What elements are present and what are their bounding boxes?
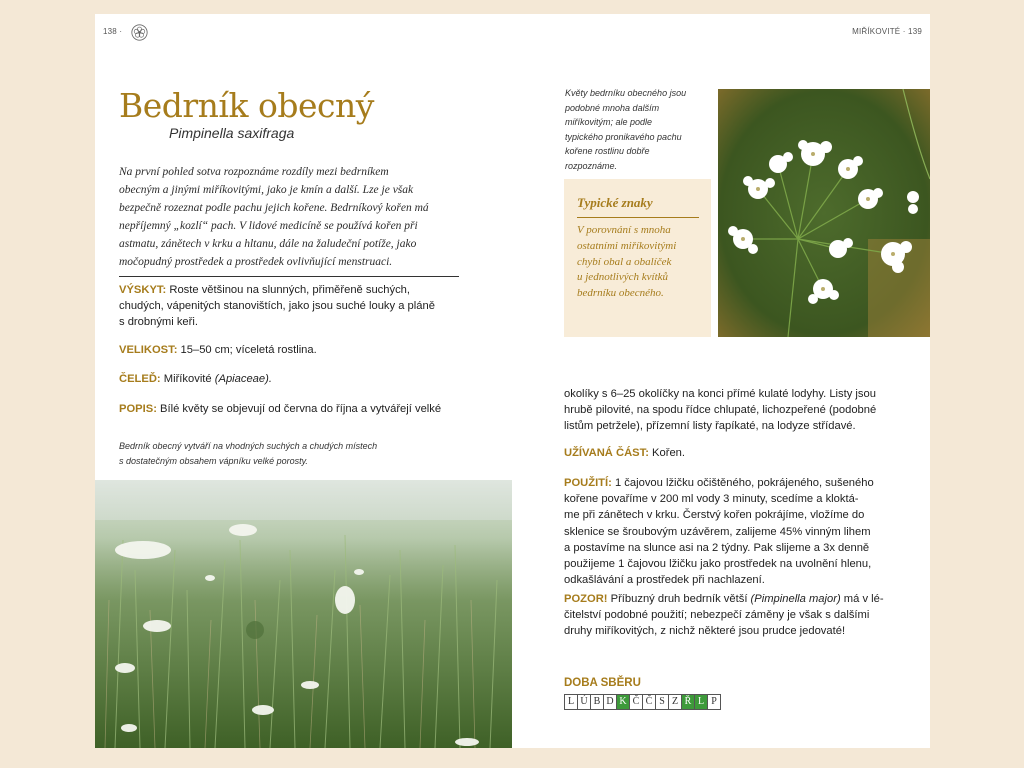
caption-line: miříkovitým; ale podle: [565, 117, 653, 127]
flower-icon: [131, 24, 148, 41]
month-cell: Č: [629, 694, 643, 710]
caption-line: s dostatečným obsahem vápníku velké porosty.: [119, 455, 308, 466]
usage-text: 1 čajovou lžičku očištěného, pokrájeného, sušeného: [611, 477, 874, 489]
description-line: listům petržele), přízemní listy řapíkaté, na lodyze střídavé.: [564, 420, 856, 433]
usage-text: kořene povaříme v 200 ml vody 3 minuty, scedíme a kloktá-: [564, 493, 859, 506]
caption-line: typického pronikavého pachu: [565, 131, 682, 142]
warning-text: čitelství podobné použití; nebezpečí záměny je však s dalšími: [564, 609, 870, 622]
usage-text: použijeme 1 čajovou lžičku jako prostředek na uvolnění hlenu,: [564, 558, 872, 571]
size-paragraph: [119, 342, 317, 358]
caption-line: Květy bedrníku obecného jsou: [565, 88, 687, 98]
intro-line: močopudný prostředek a prostředek ovlivňující menstruaci.: [119, 256, 393, 268]
description-continued: [564, 386, 924, 435]
description-line: okolíky s 6–25 okolíčky na konci přímé kulaté lodyhy. Listy jsou: [564, 388, 876, 400]
month-cell: L: [564, 694, 578, 710]
intro-line: nepříjemný „kozlí“ pach. V lidové medicíně se používá kořen při: [119, 220, 418, 232]
intro-text: [119, 163, 509, 271]
harvest-label: DOBA SBĚRU: [564, 677, 641, 689]
warning-text: má v lé-: [840, 593, 884, 605]
box-divider: [577, 217, 699, 218]
meadow-photo: [95, 480, 512, 748]
warning-text: druhy miříkovitých, z nichž některé jsou prudce jedovaté!: [564, 625, 846, 638]
description-paragraph: [119, 401, 441, 417]
usage-paragraph: [564, 475, 924, 588]
intro-line: bezpečně rozeznat podle pachu jejich kořene. Bedrníkový kořen má: [119, 202, 429, 214]
harvest-months: [564, 694, 720, 710]
page-header: MIŘÍKOVITÉ · 139: [852, 27, 922, 36]
left-page: [95, 14, 512, 748]
occurrence-label: VÝSKYT:: [119, 284, 167, 296]
page-number: 138 ·: [103, 27, 123, 36]
used-part-text: Kořen.: [648, 447, 686, 459]
month-cell: Č: [642, 694, 656, 710]
caption-line: Bedrník obecný vytváří na vhodných suchých a chudých místech: [119, 441, 378, 451]
box-text: [577, 223, 707, 302]
month-cell: Ú: [577, 694, 591, 710]
family-latin: (Apiaceae).: [214, 373, 272, 385]
used-part-label: UŽÍVANÁ ČÁST:: [564, 447, 649, 459]
description-line: hrubě pilovité, na spodu řídce chlupaté, lichozpeřené (podobné: [564, 404, 877, 417]
month-cell: S: [655, 694, 669, 710]
photo-caption: [119, 439, 499, 468]
box-line: bedrníku obecného.: [577, 287, 664, 300]
box-line: V porovnání s mnoha: [577, 224, 671, 236]
month-cell: D: [603, 694, 617, 710]
usage-label: POUŽITÍ:: [564, 477, 612, 489]
month-cell: P: [707, 694, 721, 710]
warning-latin: (Pimpinella major): [750, 593, 841, 605]
size-label: VELIKOST:: [119, 344, 178, 356]
box-line: chybí obal a obalíček: [577, 255, 672, 268]
family-text: Miříkovité: [160, 373, 215, 385]
warning-label: POZOR!: [564, 593, 608, 605]
month-cell: K: [616, 694, 630, 710]
warning-paragraph: [564, 591, 924, 640]
box-title: Typické znaky: [577, 195, 653, 210]
month-cell: L: [694, 694, 708, 710]
flower-photo: [718, 89, 930, 337]
page-title: Bedrník obecný: [119, 86, 374, 125]
intro-line: astmatu, zánětech v krku a hltanu, dále na žaludeční potíže, jako: [119, 238, 417, 250]
size-text: 15–50 cm; víceletá rostlina.: [177, 344, 317, 356]
caption-line: rozpoznáme.: [565, 160, 618, 171]
warning-text: Příbuzný druh bedrník větší: [607, 593, 751, 605]
usage-text: me při zánětech v krku. Čerstvý kořen pokrájíme, vložíme do: [564, 509, 865, 522]
description-text: Bílé květy se objevují od června do října a vytvářejí velké: [156, 403, 442, 415]
box-line: u jednotlivých kvítků: [577, 271, 669, 284]
family-label: ČELEĎ:: [119, 373, 161, 385]
usage-text: sklenice se šroubovým uzávěrem, zalijeme 45% vinným lihem: [564, 525, 871, 538]
latin-name: Pimpinella saxifraga: [169, 125, 295, 141]
occurrence-text: s drobnými keři.: [119, 316, 198, 329]
caption-line: podobné mnoha dalším: [565, 102, 660, 113]
box-line: ostatními miříkovitými: [577, 239, 677, 252]
usage-text: odkašlávání a prostředek při nachlazení.: [564, 574, 765, 587]
occurrence-text: Roste většinou na slunných, přiměřeně suchých,: [166, 284, 411, 296]
month-cell: Ř: [681, 694, 695, 710]
right-page: [512, 14, 930, 748]
usage-text: a postavíme na slunce asi na 2 týdny. Pak slijeme a 3x denně: [564, 541, 870, 554]
used-part-paragraph: [564, 445, 685, 461]
intro-line: Na první pohled sotva rozpoznáme rozdíly mezi bedrníkem: [119, 166, 389, 178]
occurrence-paragraph: [119, 282, 499, 331]
month-cell: Z: [668, 694, 682, 710]
section-divider: [119, 276, 459, 277]
month-cell: B: [590, 694, 604, 710]
occurrence-text: chudých, vápenitých stanovištích, jako jsou suché louky a pláně: [119, 300, 435, 313]
typical-signs-box: [564, 179, 711, 337]
flower-caption: [565, 86, 715, 173]
description-label: POPIS:: [119, 403, 157, 415]
family-paragraph: [119, 371, 272, 387]
intro-line: obecným a jinými miříkovitými, jako je kmín a další. Lze je však: [119, 184, 414, 196]
caption-line: kořene rostlinu dobře: [565, 146, 650, 156]
